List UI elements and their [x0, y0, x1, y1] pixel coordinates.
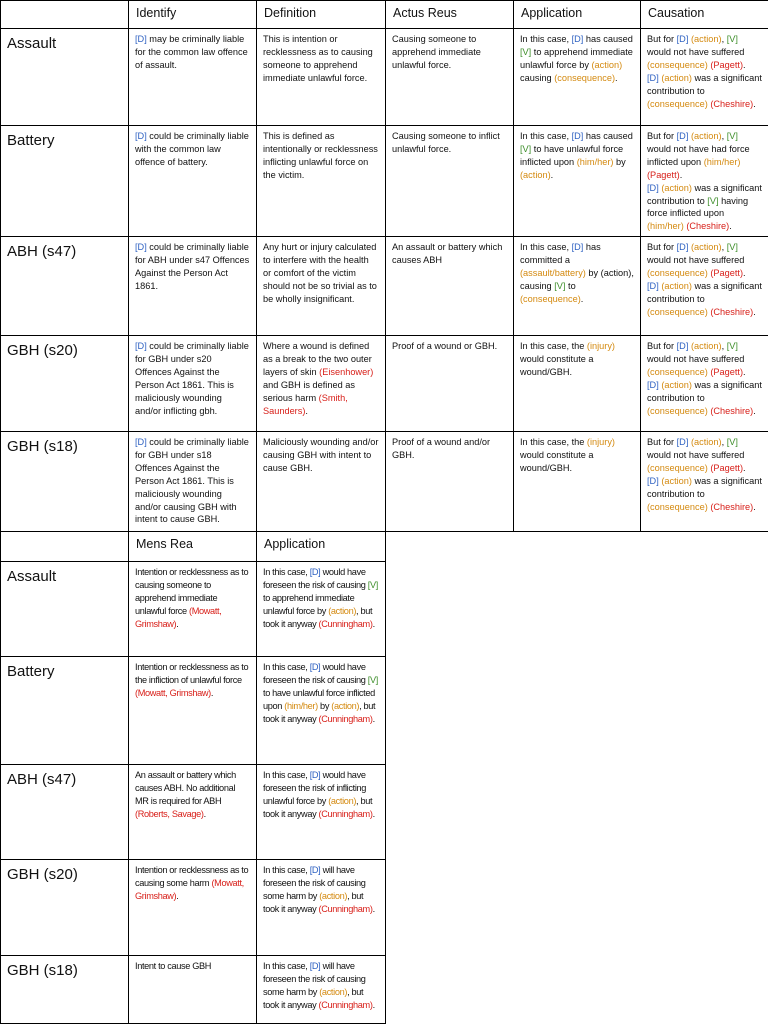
- row-label: GBH (s18): [1, 432, 129, 532]
- row-label: Assault: [1, 562, 129, 657]
- mens-rea-cell: Intent to cause GBH: [129, 956, 257, 1024]
- causation-cell: But for [D] (action), [V] would not have suffered (consequence) (Pagett). [D] (action) was a significant contribution to (consequence) (Cheshire).: [641, 29, 768, 126]
- row-label: ABH (s47): [1, 237, 129, 336]
- row-label: Battery: [1, 126, 129, 237]
- table-row: [1, 956, 386, 1024]
- row-label: GBH (s18): [1, 956, 129, 1024]
- header-causation: Causation: [641, 1, 768, 29]
- table-row: [1, 860, 386, 956]
- actus-reus-cell: Proof of a wound or GBH.: [386, 336, 514, 432]
- corner-cell: [1, 532, 129, 562]
- application-cell: In this case, [D] has caused [V] to have unlawful force inflicted upon (him/her) by (action).: [514, 126, 641, 237]
- application-cell: In this case, [D] has caused [V] to apprehend immediate unlawful force by (action) causing (consequence).: [514, 29, 641, 126]
- mens-rea-cell: An assault or battery which causes ABH. No additional MR is required for ABH (Roberts, Savage).: [129, 765, 257, 860]
- application-cell: In this case, [D] would have foreseen the risk of causing [V] to have unlawful force inflicted upon (him/her) by (action), but took it anyway (Cunningham).: [257, 657, 386, 765]
- application-cell: In this case, the (injury) would constitute a wound/GBH.: [514, 432, 641, 532]
- header-row: [1, 1, 768, 29]
- definition-cell: Maliciously wounding and/or causing GBH with intent to cause GBH.: [257, 432, 386, 532]
- identify-cell: [D] could be criminally liable for ABH under s47 Offences Against the Person Act 1861.: [129, 237, 257, 336]
- identify-cell: [D] could be criminally liable with the common law offence of battery.: [129, 126, 257, 237]
- table-row: [1, 237, 768, 336]
- actus-reus-cell: Causing someone to inflict unlawful force.: [386, 126, 514, 237]
- table-row: [1, 765, 386, 860]
- table-row: [1, 126, 768, 237]
- application-cell: In this case, [D] will have foreseen the risk of causing some harm by (action), but took it anyway (Cunningham).: [257, 956, 386, 1024]
- row-label: ABH (s47): [1, 765, 129, 860]
- identify-cell: [D] may be criminally liable for the common law offence of assault.: [129, 29, 257, 126]
- causation-cell: But for [D] (action), [V] would not have had force inflicted upon (him/her) (Pagett). [D] (action) was a significant contribution to [V] having force inflicted upon (him/her) (Cheshire).: [641, 126, 768, 237]
- table-row: [1, 29, 768, 126]
- row-label: GBH (s20): [1, 860, 129, 956]
- header-application: Application: [514, 1, 641, 29]
- row-label: GBH (s20): [1, 336, 129, 432]
- application-cell: In this case, [D] would have foreseen the risk of inflicting unlawful force by (action), but took it anyway (Cunningham).: [257, 765, 386, 860]
- mens-rea-cell: Intention or recklessness as to causing someone to apprehend immediate unlawful force (Mowatt, Grimshaw).: [129, 562, 257, 657]
- definition-cell: This is intention or recklessness as to causing someone to apprehend immediate unlawful force.: [257, 29, 386, 126]
- definition-cell: Where a wound is defined as a break to the two outer layers of skin (Eisenhower) and GBH is defined as serious harm (Smith, Saunders).: [257, 336, 386, 432]
- header-row: [1, 532, 386, 562]
- causation-cell: But for [D] (action), [V] would not have suffered (consequence) (Pagett). [D] (action) was a significant contribution to (consequence) (Cheshire).: [641, 237, 768, 336]
- definition-cell: Any hurt or injury calculated to interfere with the health or comfort of the victim should not be so trivial as to be wholly insignificant.: [257, 237, 386, 336]
- header-mens-rea: Mens Rea: [129, 532, 257, 562]
- header-actus-reus: Actus Reus: [386, 1, 514, 29]
- actus-reus-cell: An assault or battery which causes ABH: [386, 237, 514, 336]
- table-row: [1, 657, 386, 765]
- header-identify: Identify: [129, 1, 257, 29]
- actus-reus-cell: Causing someone to apprehend immediate unlawful force.: [386, 29, 514, 126]
- header-application: Application: [257, 532, 386, 562]
- table-row: [1, 432, 768, 532]
- corner-cell: [1, 1, 129, 29]
- header-definition: Definition: [257, 1, 386, 29]
- application-cell: In this case, [D] will have foreseen the risk of causing some harm by (action), but took it anyway (Cunningham).: [257, 860, 386, 956]
- row-label: Battery: [1, 657, 129, 765]
- application-cell: In this case, the (injury) would constitute a wound/GBH.: [514, 336, 641, 432]
- causation-cell: But for [D] (action), [V] would not have suffered (consequence) (Pagett). [D] (action) was a significant contribution to (consequence) (Cheshire).: [641, 432, 768, 532]
- application-cell: In this case, [D] would have foreseen the risk of causing [V] to apprehend immediate unlawful force by (action), but took it anyway (Cunningham).: [257, 562, 386, 657]
- table-row: [1, 336, 768, 432]
- identify-cell: [D] could be criminally liable for GBH under s18 Offences Against the Person Act 1861. This is maliciously wounding and/or causing GBH with intent to cause GBH.: [129, 432, 257, 532]
- mens-rea-table: [0, 531, 386, 1024]
- actus-reus-cell: Proof of a wound and/or GBH.: [386, 432, 514, 532]
- causation-cell: But for [D] (action), [V] would not have suffered (consequence) (Pagett). [D] (action) was a significant contribution to (consequence) (Cheshire).: [641, 336, 768, 432]
- row-label: Assault: [1, 29, 129, 126]
- table-row: [1, 562, 386, 657]
- definition-cell: This is defined as intentionally or recklessness inflicting unlawful force on the victim.: [257, 126, 386, 237]
- identify-cell: [D] could be criminally liable for GBH under s20 Offences Against the Person Act 1861. This is maliciously wounding and/or inflicting gbh.: [129, 336, 257, 432]
- mens-rea-cell: Intention or recklessness as to the infliction of unlawful force (Mowatt, Grimshaw).: [129, 657, 257, 765]
- application-cell: In this case, [D] has committed a (assault/battery) by (action), causing [V] to (consequence).: [514, 237, 641, 336]
- mens-rea-cell: Intention or recklessness as to causing some harm (Mowatt, Grimshaw).: [129, 860, 257, 956]
